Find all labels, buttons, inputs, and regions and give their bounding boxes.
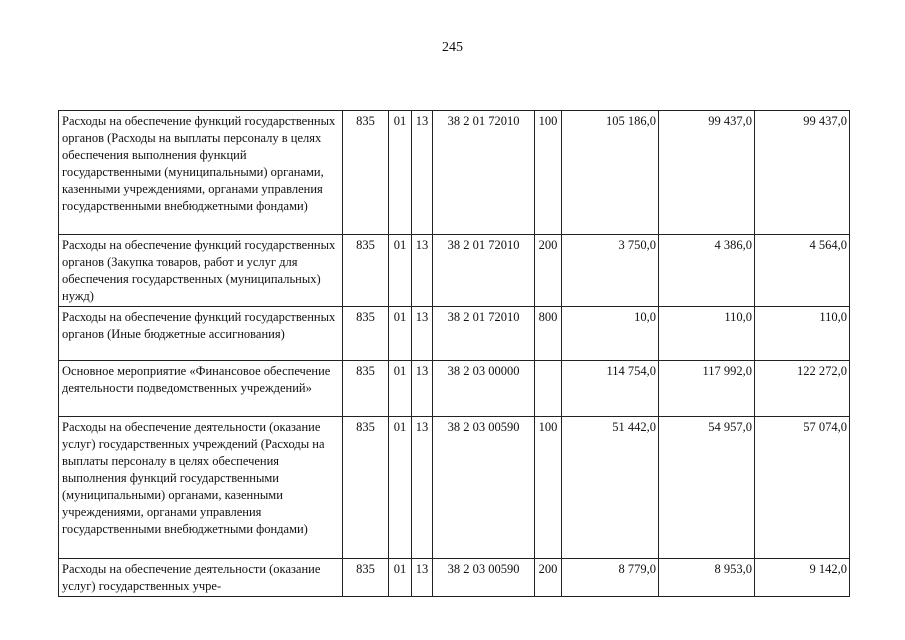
amount-year-3: 122 272,0 bbox=[755, 361, 850, 417]
amount-year-2: 110,0 bbox=[659, 307, 755, 361]
table-row bbox=[59, 417, 850, 559]
target-article-code: 38 2 03 00000 bbox=[433, 361, 535, 417]
section-code: 01 bbox=[389, 559, 412, 597]
budget-table bbox=[58, 110, 850, 597]
section-code: 01 bbox=[389, 235, 412, 307]
ministry-code: 835 bbox=[343, 111, 389, 235]
expense-type-code bbox=[535, 361, 562, 417]
amount-year-2: 54 957,0 bbox=[659, 417, 755, 559]
row-name: Расходы на обеспечение функций государственных органов (Иные бюджетные ассигнования) bbox=[59, 307, 343, 361]
target-article-code: 38 2 03 00590 bbox=[433, 559, 535, 597]
ministry-code: 835 bbox=[343, 307, 389, 361]
amount-year-2: 99 437,0 bbox=[659, 111, 755, 235]
expense-type-code: 200 bbox=[535, 235, 562, 307]
amount-year-1: 51 442,0 bbox=[562, 417, 659, 559]
subsection-code: 13 bbox=[412, 307, 433, 361]
ministry-code: 835 bbox=[343, 361, 389, 417]
subsection-code: 13 bbox=[412, 417, 433, 559]
subsection-code: 13 bbox=[412, 361, 433, 417]
expense-type-code: 800 bbox=[535, 307, 562, 361]
section-code: 01 bbox=[389, 111, 412, 235]
page-number: 245 bbox=[442, 40, 463, 55]
table-row bbox=[59, 111, 850, 235]
amount-year-2: 8 953,0 bbox=[659, 559, 755, 597]
amount-year-1: 3 750,0 bbox=[562, 235, 659, 307]
subsection-code: 13 bbox=[412, 235, 433, 307]
amount-year-1: 8 779,0 bbox=[562, 559, 659, 597]
target-article-code: 38 2 01 72010 bbox=[433, 235, 535, 307]
table-row bbox=[59, 559, 850, 597]
section-code: 01 bbox=[389, 307, 412, 361]
row-name: Расходы на обеспечение деятельности (оказание услуг) государственных учреждений (Расходы на выплаты персоналу в целях обеспечения выполнения функций государственными (муниципальными) органами, казенными учреждениями, органами управления государственными внебюджетными фондами) bbox=[59, 417, 343, 559]
expense-type-code: 100 bbox=[535, 111, 562, 235]
subsection-code: 13 bbox=[412, 111, 433, 235]
target-article-code: 38 2 01 72010 bbox=[433, 307, 535, 361]
expense-type-code: 200 bbox=[535, 559, 562, 597]
amount-year-2: 117 992,0 bbox=[659, 361, 755, 417]
target-article-code: 38 2 01 72010 bbox=[433, 111, 535, 235]
amount-year-1: 105 186,0 bbox=[562, 111, 659, 235]
amount-year-2: 4 386,0 bbox=[659, 235, 755, 307]
subsection-code: 13 bbox=[412, 559, 433, 597]
section-code: 01 bbox=[389, 417, 412, 559]
target-article-code: 38 2 03 00590 bbox=[433, 417, 535, 559]
table-row bbox=[59, 235, 850, 307]
table-row bbox=[59, 361, 850, 417]
amount-year-3: 4 564,0 bbox=[755, 235, 850, 307]
section-code: 01 bbox=[389, 361, 412, 417]
amount-year-3: 9 142,0 bbox=[755, 559, 850, 597]
ministry-code: 835 bbox=[343, 235, 389, 307]
amount-year-1: 114 754,0 bbox=[562, 361, 659, 417]
table-row bbox=[59, 307, 850, 361]
expense-type-code: 100 bbox=[535, 417, 562, 559]
amount-year-1: 10,0 bbox=[562, 307, 659, 361]
row-name: Основное мероприятие «Финансовое обеспечение деятельности подведомственных учреждений» bbox=[59, 361, 343, 417]
amount-year-3: 57 074,0 bbox=[755, 417, 850, 559]
amount-year-3: 99 437,0 bbox=[755, 111, 850, 235]
row-name: Расходы на обеспечение функций государственных органов (Расходы на выплаты персоналу в целях обеспечения выполнения функций государственными (муниципальными) органами, казенными учреждениями, органами управления государственными внебюджетными фондами) bbox=[59, 111, 343, 235]
amount-year-3: 110,0 bbox=[755, 307, 850, 361]
ministry-code: 835 bbox=[343, 417, 389, 559]
row-name: Расходы на обеспечение функций государственных органов (Закупка товаров, работ и услуг для обеспечения государственных (муниципальных) нужд) bbox=[59, 235, 343, 307]
row-name: Расходы на обеспечение деятельности (оказание услуг) государственных учре- bbox=[59, 559, 343, 597]
ministry-code: 835 bbox=[343, 559, 389, 597]
